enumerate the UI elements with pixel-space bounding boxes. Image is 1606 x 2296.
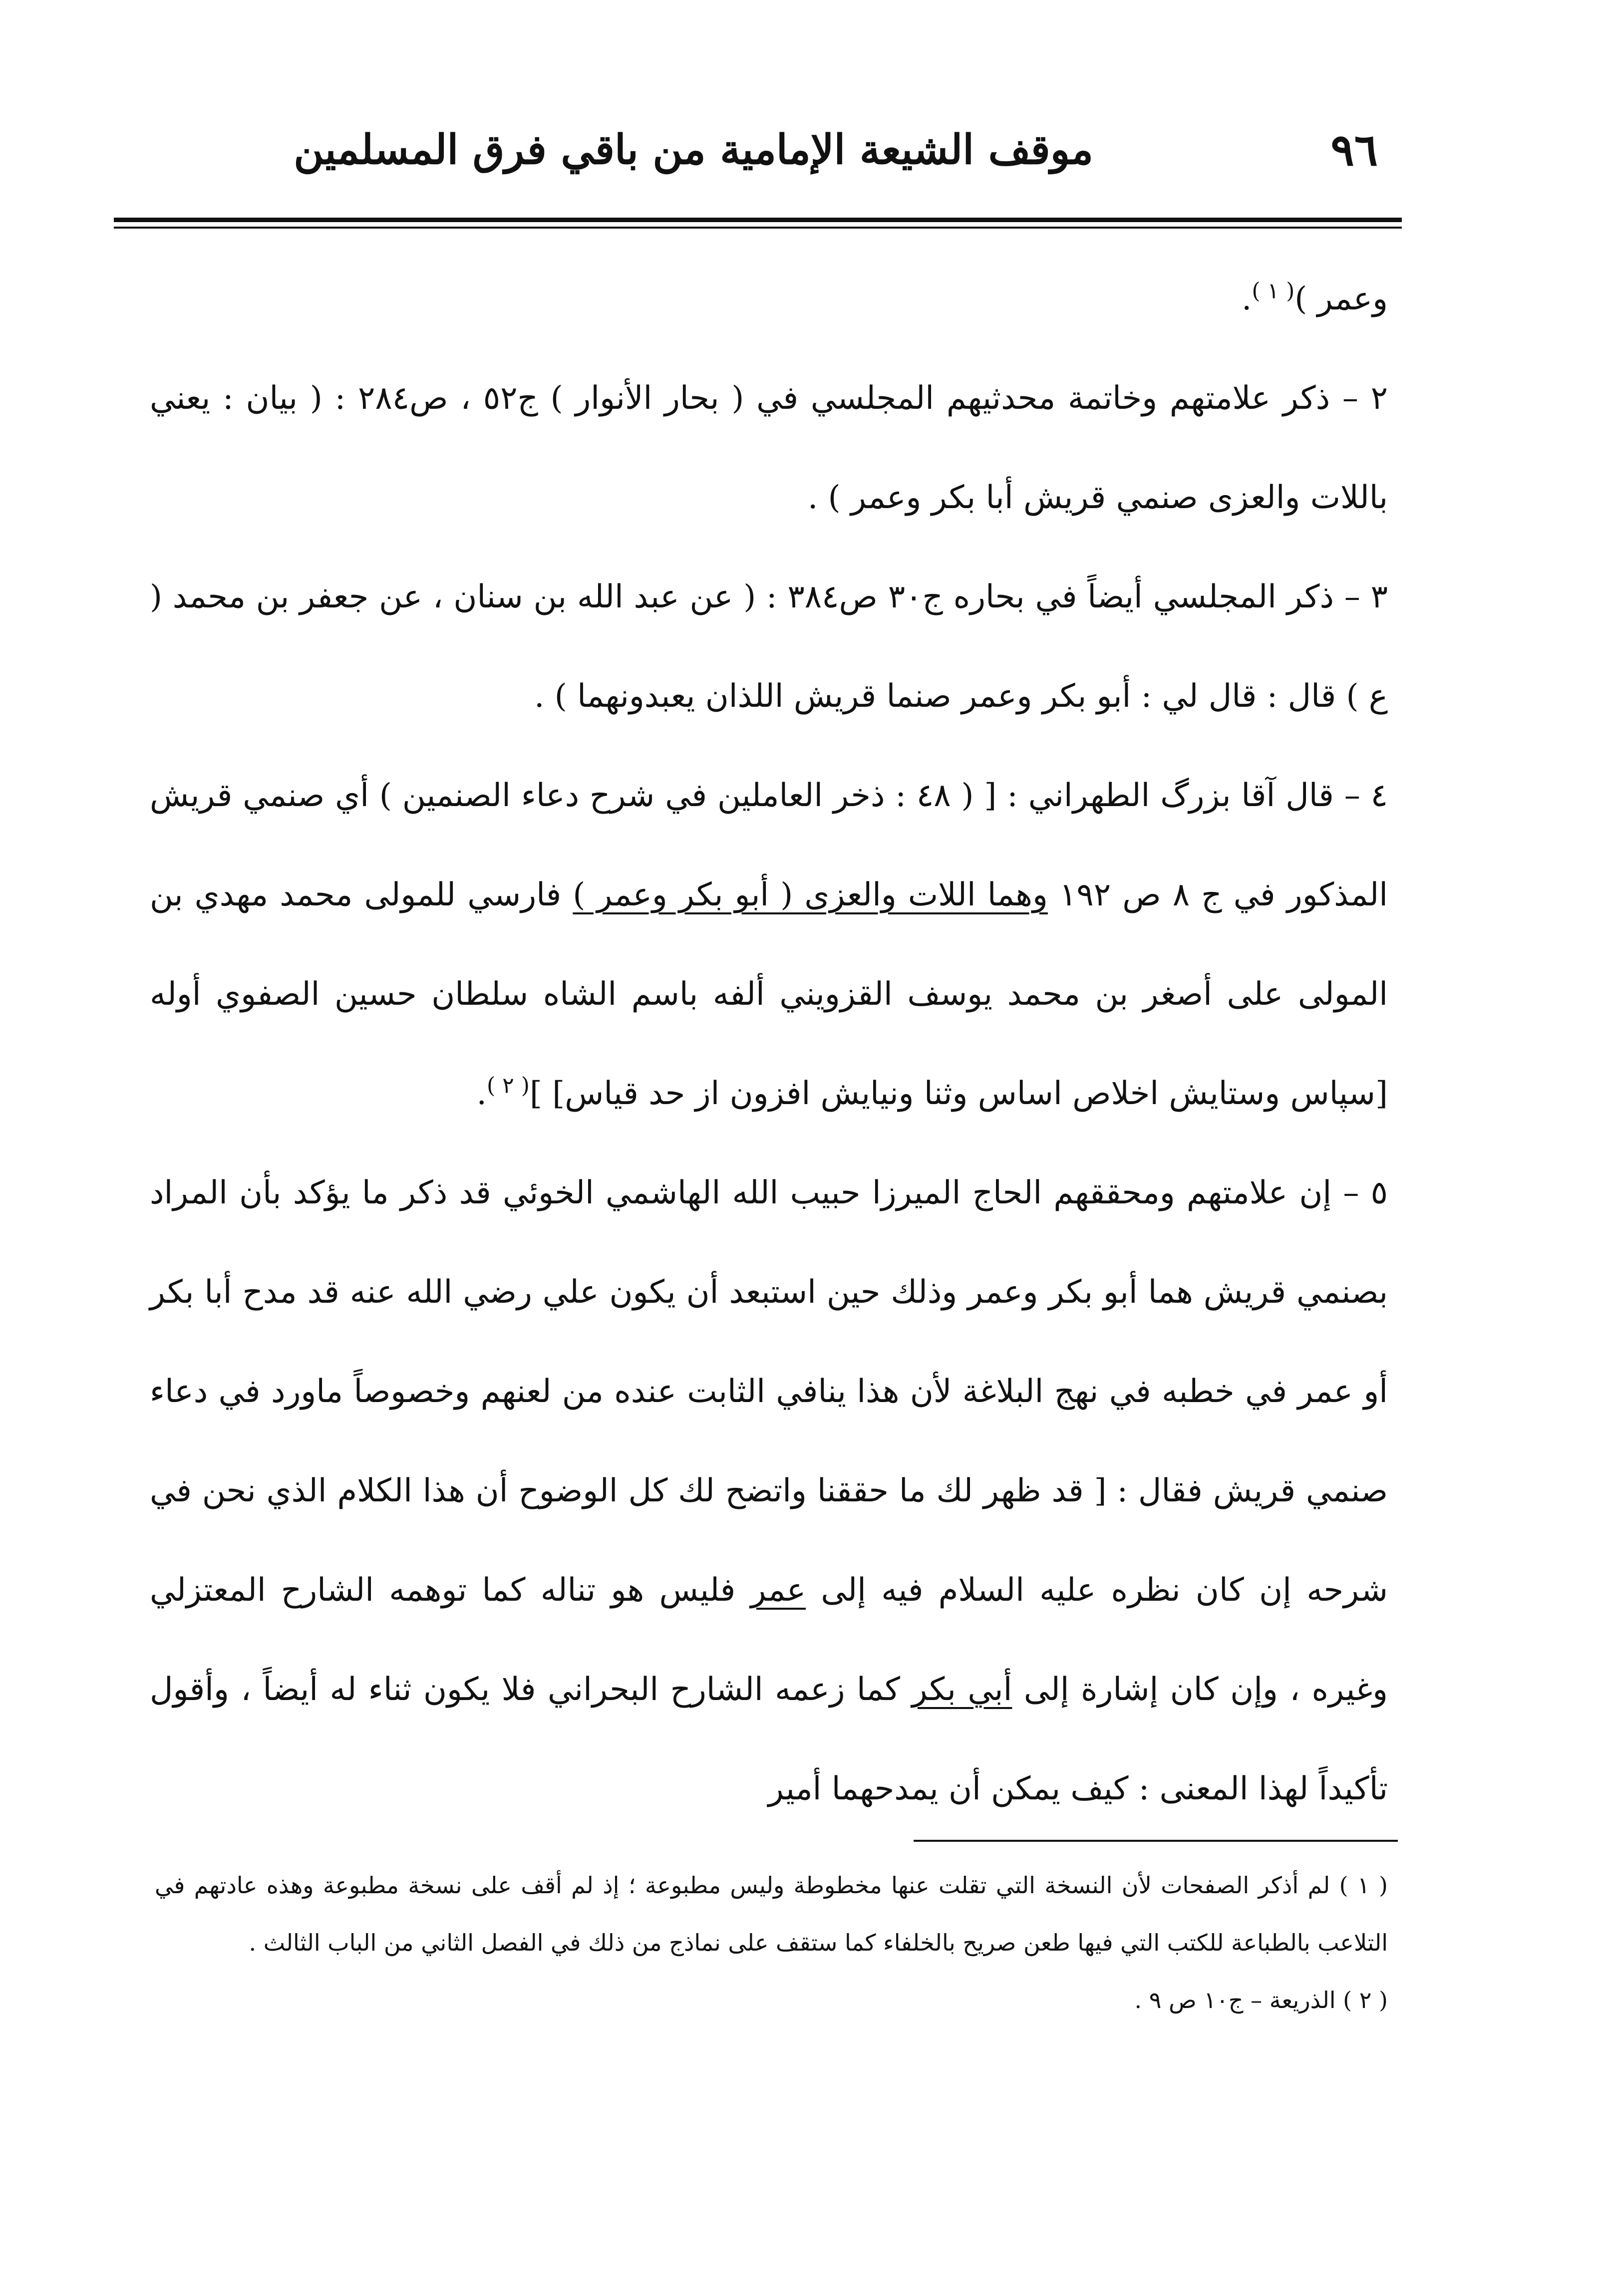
running-title: موقف الشيعة الإمامية من باقي فرق المسلمين — [294, 126, 1093, 174]
footnote-1: ( ١ ) لم أذكر الصفحات لأن النسخة التي تقلت عنها مخطوطة وليس مطبوعة ؛ إذ لم أقف على نسخة مطبوعة وهذه عادتهم في التلاعب بالطباعة للكتب التي فيها طعن صريح بالخلفاء كما ستقف على نماذج من ذلك في الفصل الثاني من الباب الثالث . — [155, 1872, 1388, 1956]
page-number: ٩٦ — [1330, 124, 1378, 176]
underlined-name-omar: عمر — [750, 1572, 806, 1609]
paragraph-5: ٥ – إن علامتهم ومحققهم الحاج الميرزا حبيب الله الهاشمي الخوئي قد ذكر ما يؤكد بأن المراد بصنمي قريش هما أبو بكر وعمر وذلك حين استبعد أن يكون علي رضي الله عنه قد مدح أبا بكر أو عمر في خطبه في نهج البلاغة لأن هذا ينافي الثابت عنده من لعنهم وخصوصاً ماورد في دعاء صنمي قريش فقال : [ قد ظهر لك ما حققنا واتضح لك كل الوضوح أن هذا الكلام الذي نحن في شرحه إن كان نظره عليه السلام فيه إلى عمر فليس هو تناله كما توهمه الشارح المعتزلي وغيره ، وإن كان إشارة إلى أبي بكر كما زعمه الشارح البحراني فلا يكون ثناء له أيضاً ، وأقول تأكيداً لهذا المعنى : كيف يمكن أن يمدحهما أمير — [150, 1174, 1388, 1807]
underlined-phrase: وهما اللات والعزى ( أبو بكر وعمر ) — [573, 876, 1048, 913]
header-rule-thin — [114, 227, 1402, 229]
underlined-name-abu-bakr: أبي بكر — [912, 1671, 1012, 1708]
paragraph-continuation: وعمر )$^{( ١ )}$. — [1241, 278, 1388, 317]
page-header — [294, 120, 1378, 190]
main-text — [150, 250, 1388, 1839]
paragraph-3: ٣ – ذكر المجلسي أيضاً في بحاره ج٣٠ ص٣٨٤ : ( عن عبد الله بن سنان ، عن جعفر بن محمد ( ع ) قال : قال لي : أبو بكر وعمر صنما قريش اللذان يعبدونهما ) . — [150, 578, 1388, 715]
paragraph-2: ٢ – ذكر علامتهم وخاتمة محدثيهم المجلسي في ( بحار الأنوار ) ج٥٢ ، ص٢٨٤ : ( بيان : يعني باللات والعزى صنمي قريش أبا بكر وعمر ) . — [150, 380, 1388, 516]
header-rule-thick — [114, 218, 1402, 222]
footnote-ref-1: ( ١ ) — [1252, 278, 1295, 304]
footnotes — [155, 1857, 1388, 2029]
footnote-ref-2: ( ٢ ) — [487, 1073, 530, 1099]
paragraph-4: ٤ – قال آقا بزرگ الطهراني : [ ( ٤٨ : ذخر العاملين في شرح دعاء الصنمين ) أي صنمي قريش المذكور في ج ٨ ص ١٩٢ وهما اللات والعزى ( أبو بكر وعمر ) فارسي للمولى محمد مهدي بن المولى على أصغر بن محمد يوسف القزويني ألفه باسم الشاه سلطان حسين الصفوي أوله [سپاس وستايش اخلاص اساس وثنا ونيايش افزون از حد قياس] ]$^{( ٢ )}$. — [150, 777, 1388, 1112]
footnote-separator — [914, 1840, 1398, 1842]
footnote-2: ( ٢ ) الذريعة – ج١٠ ص ٩ . — [1134, 1987, 1388, 2013]
